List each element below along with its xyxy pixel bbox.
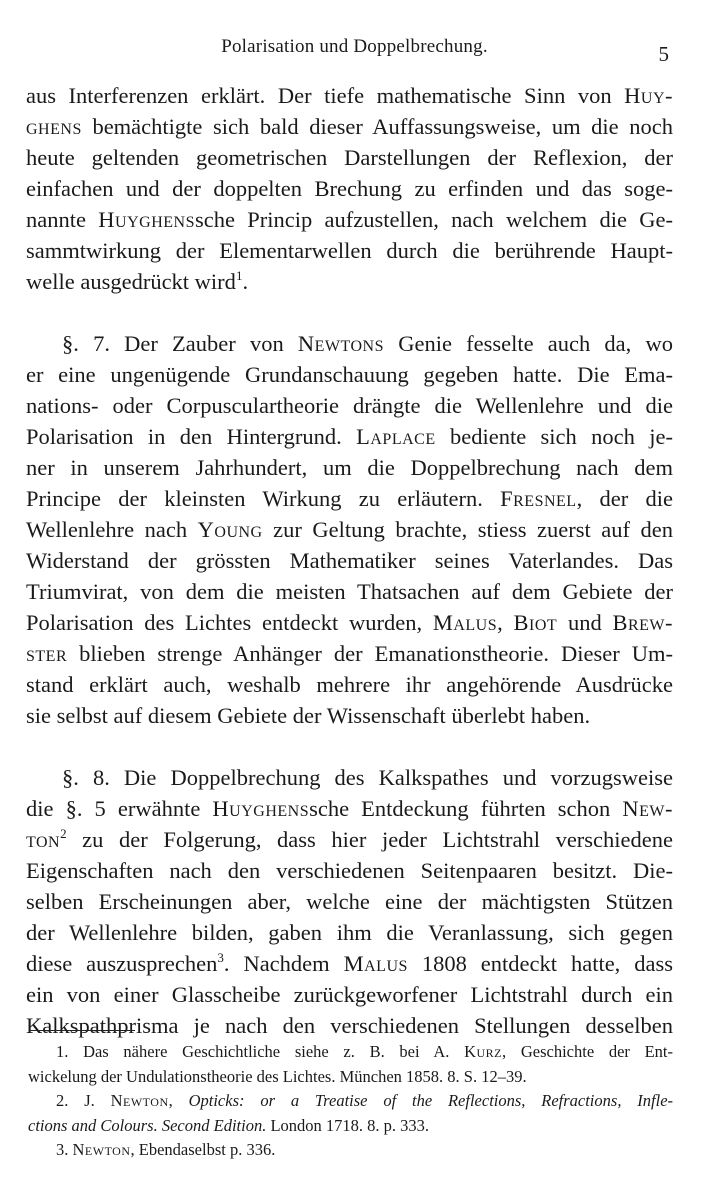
text-line [26, 824, 673, 855]
text-line: Triumvirat, von dem die meisten Thatsachen auf dem Gebiete der [26, 579, 673, 604]
text-line: sammtwirkung der Elementarwellen durch die berührende Haupt- [26, 238, 673, 263]
text-run: Genie fesselte auch da, wo [384, 331, 673, 356]
text-run: diese auszusprechen [26, 951, 218, 976]
text-run: zu der Folgerung, dass hier jeder Lichtstrahl verschiedene [66, 827, 673, 852]
text-run: sche Princip aufzustellen, nach welchem die Ge- [194, 207, 673, 232]
author-name: Biot [513, 610, 558, 635]
text-run: , Geschichte der Ent- [502, 1042, 674, 1061]
author-name: Huyghens [98, 207, 195, 232]
footnote-marker: 2 [60, 826, 67, 841]
text-run: bemächtigte sich bald dieser Auffassungsweise, um die noch [81, 114, 673, 139]
text-run: , der die [576, 486, 673, 511]
footnote-marker: 3 [217, 950, 224, 965]
author-name: ton [26, 827, 61, 852]
text-run: sche Entdeckung führten schon [309, 796, 623, 821]
text-run: aus Interferenzen erklärt. Der tiefe mathematische Sinn von [26, 83, 625, 108]
text-line [26, 793, 673, 824]
footnote-1-continued: wickelung der Undulationstheorie des Lichtes. München 1858. 8. S. 12–39. [28, 1066, 527, 1086]
author-name: Huyghens [212, 796, 310, 821]
footnote-3 [28, 1138, 673, 1163]
text-run: §. 7. Der Zauber von [62, 331, 298, 356]
text-run: . Nachdem [223, 951, 344, 976]
text-line: er eine ungenügende Grundanschauung gegeben hatte. Die Ema- [26, 362, 673, 387]
text-line: Eigenschaften nach den verschiedenen Seitenpaaren besitzt. Die- [26, 858, 673, 883]
text-run: nannte [26, 207, 99, 232]
author-name: Kurz [464, 1042, 503, 1061]
text-line: sie selbst auf diesem Gebiete der Wissenschaft überlebt haben. [26, 703, 591, 728]
text-run: bediente sich noch je- [435, 424, 673, 449]
running-title: Polarisation und Doppelbrechung. [221, 36, 488, 57]
text-line: Widerstand der grössten Mathematiker seines Vaterlandes. Das [26, 548, 673, 573]
text-line: nations- oder Corpusculartheorie drängte die Wellenlehre und die [26, 393, 673, 418]
text-line [26, 483, 673, 514]
text-line: heute geltenden geometrischen Darstellungen der Reflexion, der [26, 145, 673, 170]
text-line [26, 111, 673, 142]
book-title: Opticks: or a Treatise of the Reflections, Refractions, Infle- [188, 1091, 674, 1110]
body-text [26, 80, 673, 1041]
text-run: die §. 5 erwähnte [26, 796, 213, 821]
text-line [26, 328, 673, 359]
footnote-2 [28, 1089, 673, 1114]
text-line: selben Erscheinungen aber, welche eine der mächtigsten Stützen [26, 889, 673, 914]
text-line: ein von einer Glasscheibe zurückgeworfener Lichtstrahl durch ein [26, 982, 673, 1007]
author-name: Brew- [612, 610, 674, 635]
text-run: London 1718. 8. p. 333. [266, 1115, 430, 1135]
text-run: Principe der kleinsten Wirkung zu erläutern. [26, 486, 501, 511]
text-run: 2. J. [56, 1091, 111, 1110]
page-header [0, 34, 709, 64]
book-title: ctions and Colours. Second Edition. [28, 1115, 267, 1135]
footnotes [28, 1040, 673, 1163]
text-line [26, 421, 673, 452]
text-run: , [497, 610, 514, 635]
author-name: Young [197, 517, 263, 542]
text-line: ner in unserem Jahrhundert, um die Doppelbrechung nach dem [26, 455, 673, 480]
text-run: Wellenlehre nach [26, 517, 198, 542]
paragraph-gap [26, 297, 673, 328]
author-name: Malus [343, 951, 408, 976]
author-name: New- [622, 796, 673, 821]
text-run: , [168, 1091, 189, 1110]
text-run: Polarisation des Lichtes entdeckt wurden, [26, 610, 433, 635]
text-run: . [242, 269, 249, 294]
text-line [26, 607, 673, 638]
text-line: einfachen und der doppelten Brechung zu erfinden und das soge- [26, 176, 673, 201]
author-name: Huy- [624, 83, 673, 108]
text-run: und [557, 610, 613, 635]
footnote-separator [30, 1030, 135, 1031]
author-name: Laplace [356, 424, 436, 449]
text-run: Polarisation in den Hintergrund. [26, 424, 357, 449]
footnote-marker: 1 [235, 268, 243, 283]
text-line: stand erklärt auch, weshalb mehrere ihr angehörende Ausdrücke [26, 672, 673, 697]
author-name: ghens [26, 114, 82, 139]
footnote-2-continued [28, 1114, 673, 1139]
page-number: 5 [658, 42, 669, 66]
text-run: 1. Das nähere Geschichtliche siehe z. B. bei A. [56, 1042, 465, 1061]
paragraph-1 [26, 80, 673, 297]
text-run: zur Geltung brachte, stiess zuerst auf den [262, 517, 673, 542]
text-run: welle ausgedrückt wird [26, 269, 236, 294]
author-name: Newtons [297, 331, 385, 356]
text-line [26, 638, 673, 669]
paragraph-section-8 [26, 762, 673, 1041]
paragraph-gap [26, 731, 673, 762]
text-line [26, 948, 673, 979]
author-name: Fresnel [500, 486, 577, 511]
footnote-1 [28, 1040, 673, 1065]
text-run: , Ebendaselbst p. 336. [130, 1140, 276, 1159]
text-line: §. 8. Die Doppelbrechung des Kalkspathes und vorzugsweise [62, 765, 673, 790]
text-run: 3. [56, 1140, 73, 1159]
text-line [26, 204, 673, 235]
paragraph-section-7 [26, 328, 673, 731]
text-line: Kalkspathprisma je nach den verschiedenen Stellungen desselben [26, 1013, 673, 1038]
text-line [26, 80, 673, 111]
text-line [26, 514, 673, 545]
author-name: ster [26, 641, 68, 666]
text-run: 1808 entdeckt hatte, dass [407, 951, 674, 976]
text-line [26, 266, 673, 297]
author-name: Newton [110, 1091, 169, 1110]
author-name: Malus [432, 610, 498, 635]
text-run: blieben strenge Anhänger der Emanationstheorie. Dieser Um- [67, 641, 673, 666]
author-name: Newton [72, 1140, 131, 1159]
text-line: der Wellenlehre bilden, gaben ihm die Veranlassung, sich gegen [26, 920, 673, 945]
